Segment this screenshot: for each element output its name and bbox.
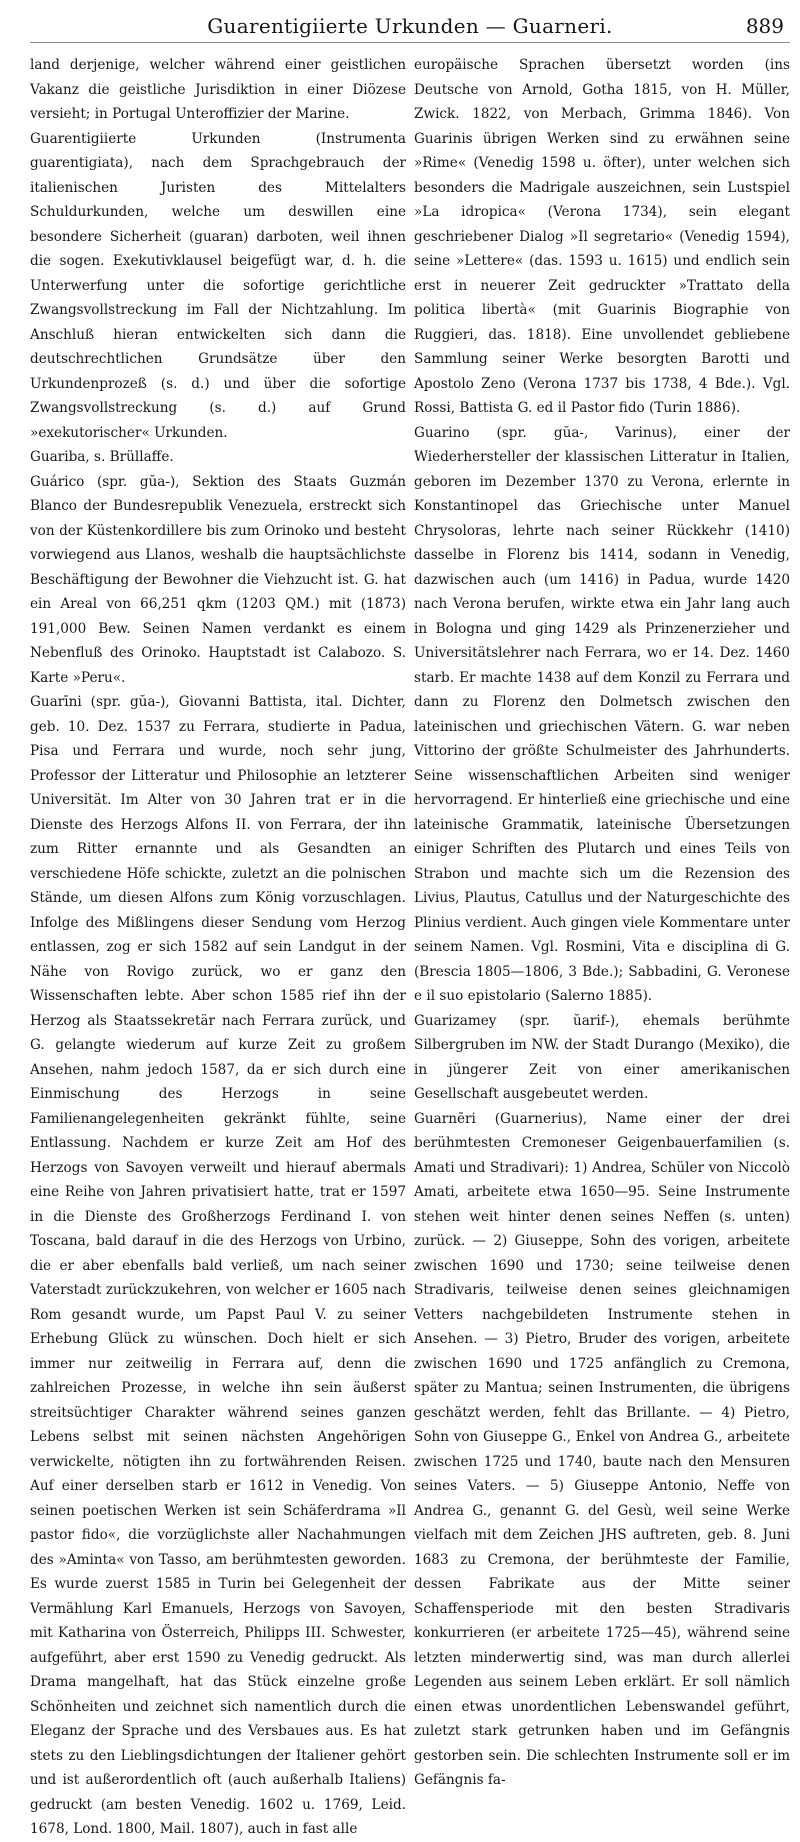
right-column	[414, 53, 790, 1842]
entry-guarneri: Guarnēri (Guarnerius), Name einer der drei berühmtesten Cremoneser Geigenbauerfamilien (s. Amati und Stradivari): 1) Andrea, Schüler von Niccolò Amati, arbeitete etwa 1650—95. Seine Instrumente stehen weit hinter denen seines Neffen (s. unten) zurück. — 2) Giuseppe, Sohn des vorigen, arbeitete zwischen 1690 und 1730; seine teilweise denen Stradivaris, teilweise denen seines gleichnamigen Vetters nachgebildeten Instrumente stehen in Ansehen. — 3) Pietro, Bruder des vorigen, arbeitete zwischen 1690 und 1725 anfänglich zu Cremona, später zu Mantua; seinen Instrumenten, die übrigens geschätzt werden, fehlt das Brillante. — 4) Pietro, Sohn von Giuseppe G., Enkel von Andrea G., arbeitete zwischen 1725 und 1740, baute nach den Mensuren seines Vaters. — 5) Giuseppe Antonio, Neffe von Andrea G., genannt G. del Gesù, weil seine Werke vielfach mit dem Zeichen JHS auftreten, geb. 8. Juni 1683 zu Cremona, der berühmteste der Familie, dessen Fabrikate aus der Mitte seiner Schaffensperiode mit den besten Stradivaris konkurrieren (er arbeitete 1725—45), während seine letzten minderwertig sind, was man durch allerlei Legenden aus seinem Leben erklärt. Er soll nämlich einen etwas unordentlichen Lebenswandel geführt, zuletzt stark getrunken haben und im Gefängnis gestorben sein. Die schlechten Instrumente soll er im Gefängnis fa-	[414, 1110, 790, 1788]
entry-guarini: Guarīni (spr. gŭa-), Giovanni Battista, ital. Dichter, geb. 10. Dez. 1537 zu Ferrara, studierte in Padua, Pisa und Ferrara und wurde, noch sehr jung, Professor der Litteratur und Philosophie an letzterer Universität. Im Alter von 30 Jahren trat er in die Dienste des Herzogs Alfons II. von Ferrara, der ihn zum Ritter ernannte und als Gesandten an verschiedene Höfe schickte, zuletzt an die polnischen Stände, um diesen Alfons zum König vorzuschlagen. Infolge des Mißlingens dieser Sendung vom Herzog entlassen, zog er sich 1582 auf sein Landgut in der Nähe von Rovigo zurück, wo er ganz den Wissenschaften lebte. Aber schon 1585 rief ihn der Herzog als Staatssekretär nach Ferrara zurück, und G. gelangte wiederum auf kurze Zeit zu großem Ansehen, nahm jedoch 1587, da er sich durch eine Einmischung des Herzogs in seine Familienangelegenheiten gekränkt fühlte, seine Entlassung. Nachdem er kurze Zeit am Hof des Herzogs von Savoyen verweilt und hierauf abermals eine Reihe von Jahren privatisiert hatte, trat er 1597 in die Dienste des Großherzogs Ferdinand I. von Toscana, bald darauf in die des Herzogs von Urbino, die er aber ebenfalls bald verließ, um nach seiner Vaterstadt zurückzukehren, von welcher er 1605 nach Rom gesandt wurde, um Papst Paul V. zu seiner Erhebung Glück zu wünschen. Doch hielt er sich immer nur zeitweilig in Ferrara auf, denn die zahlreichen Prozesse, in welche ihn sein äußerst streitsüchtiger Charakter während seines ganzen Lebens selbst mit seinen nächsten Angehörigen verwickelte, nötigten ihn zu fortwährenden Reisen. Auf einer derselben starb er 1612 in Venedig. Von seinen poetischen Werken ist sein Schäferdrama »Il pastor fido«, die vorzüglichste aller Nachahmungen des »Aminta« von Tasso, am berühmtesten geworden. Es wurde zuerst 1585 in Turin bei Gelegenheit der Vermählung Karl Emanuels, Herzogs von Savoyen, mit Katharina von Österreich, Philipps III. Schwester, aufgeführt, aber erst 1590 zu Venedig gedruckt. Als Drama mangelhaft, hat das Stück einzelne große Schönheiten und zeichnet sich namentlich durch die Eleganz der Sprache und des Versbaues aus. Es hat stets zu den Lieblingsdichtungen der Italiener gehört und ist außerordentlich oft (auch außerhalb Italiens) gedruckt (am besten Venedig. 1602 u. 1769, Leid. 1678, Lond. 1800, Mail. 1807), auch in fast alle	[30, 694, 406, 1837]
left-column	[30, 53, 406, 1842]
continuation-paragraph: land derjenige, welcher während einer geistlichen Vakanz die geistliche Jurisdiktion in einer Diözese versieht; in Portugal Unteroffizier der Marine.	[30, 57, 406, 122]
entry-guarizamey: Guarizamey (spr. ŭarif-), ehemals berühmte Silbergruben im NW. der Stadt Durango (Mexiko), die in jüngerer Zeit von einer amerikanischen Gesellschaft ausgebeutet werden.	[414, 1012, 790, 1102]
running-title: Guarentigiierte Urkunden — Guarneri.	[207, 14, 613, 38]
page-number: 889	[745, 14, 784, 38]
entry-guarico: Guárico (spr. gŭa-), Sektion des Staats Guzmán Blanco der Bundesrepublik Venezuela, erstreckt sich von der Küstenkordillere bis zum Orinoko und besteht vorwiegend aus Llanos, weshalb die hauptsächlichste Beschäftigung der Bewohner die Viehzucht ist. G. hat ein Areal von 66,251 qkm (1203 QM.) mit (1873) 191,000 Bew. Seinen Namen verdankt es einem Nebenfluß des Orinoko. Hauptstadt ist Calabozo. S. Karte »Peru«.	[30, 473, 406, 686]
entry-guariba: Guariba, s. Brüllaffe.	[30, 449, 174, 465]
entry-guarini-continued: europäische Sprachen übersetzt worden (ins Deutsche von Arnold, Gotha 1815, von H. Müller, Zwick. 1822, von Merbach, Grimma 1846). Von Guarinis übrigen Werken sind zu erwähnen seine »Rime« (Venedig 1598 u. öfter), unter welchen sich besonders die Madrigale auszeichnen, sein Lustspiel »La idropica« (Verona 1734), sein elegant geschriebener Dialog »Il segretario« (Venedig 1594), seine »Lettere« (das. 1593 u. 1615) und endlich sein erst in neuerer Zeit gedruckter »Trattato della politica libertà« (mit Guarinis Biographie von Ruggieri, das. 1818). Eine unvollendet gebliebene Sammlung seiner Werke besorgten Barotti und Apostolo Zeno (Verona 1737 bis 1738, 4 Bde.). Vgl. Rossi, Battista G. ed il Pastor fido (Turin 1886).	[414, 57, 790, 416]
page-header	[30, 8, 790, 43]
entry-guarentigiierte-urkunden: Guarentigiierte Urkunden (Instrumenta guarentigiata), nach dem Sprachgebrauch der italienischen Juristen des Mittelalters Schuldurkunden, welche um deswillen eine besondere Sicherheit (guaran) darboten, weil ihnen die sogen. Exekutivklausel beigefügt war, d. h. die Unterwerfung unter die sofortige gerichtliche Zwangsvollstreckung im Fall der Nichtzahlung. Im Anschluß hieran entwickelten sich dann die deutschrechtlichen Grundsätze über den Urkundenprozeß (s. d.) und über die sofortige Zwangsvollstreckung (s. d.) auf Grund »exekutorischer« Urkunden.	[30, 130, 406, 441]
text-columns	[30, 53, 790, 1842]
entry-guarino: Guarino (spr. gŭa-, Varinus), einer der Wiederhersteller der klassischen Litteratur in Italien, geboren im Dezember 1370 zu Verona, erlernte in Konstantinopel das Griechische unter Manuel Chrysoloras, lehrte nach seiner Rückkehr (1410) dasselbe in Florenz bis 1414, sodann in Venedig, dazwischen auch (um 1416) in Padua, wurde 1420 nach Verona berufen, wirkte etwa ein Jahr lang auch in Bologna und ging 1429 als Prinzenerzieher und Universitätslehrer nach Ferrara, wo er 14. Dez. 1460 starb. Er machte 1438 auf dem Konzil zu Ferrara und dann zu Florenz den Dolmetsch zwischen den lateinischen und griechischen Vätern. G. war neben Vittorino der größte Schulmeister des Jahrhunderts. Seine wissenschaftlichen Arbeiten sind weniger hervorragend. Er hinterließ eine griechische und eine lateinische Grammatik, lateinische Übersetzungen einiger Schriften des Plutarch und eines Teils von Strabon und machte sich um die Rezension des Livius, Plautus, Catullus und der Naturgeschichte des Plinius verdient. Auch gingen viele Kommentare unter seinem Namen. Vgl. Rosmini, Vita e disciplina di G. (Brescia 1805—1806, 3 Bde.); Sabbadini, G. Veronese e il suo epistolario (Salerno 1885).	[414, 424, 790, 1004]
